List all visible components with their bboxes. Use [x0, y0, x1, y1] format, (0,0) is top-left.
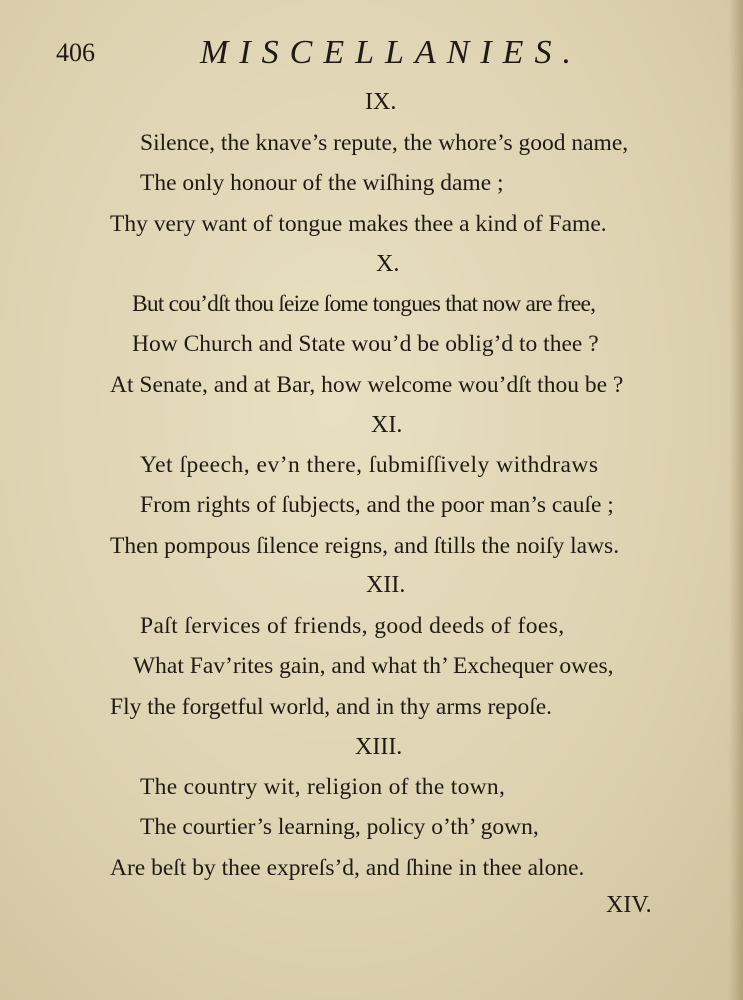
catchword: XIV. [606, 892, 652, 918]
stanza-xi-line-3: Then pompous ſilence reigns, and ſtills the noiſy laws. [110, 533, 620, 559]
page-edge-shadow [729, 0, 743, 1000]
stanza-xiii-numeral: XIII. [355, 734, 403, 760]
stanza-x-line-1: But cou’dſt thou ſeize ſome tongues that now are free, [132, 291, 596, 317]
header-title: MISCELLANIES. [200, 34, 582, 71]
stanza-ix-line-2: The only honour of the wiſhing dame ; [140, 170, 504, 196]
stanza-xii-line-2: What Fav’rites gain, and what th’ Exchequer owes, [133, 653, 614, 679]
stanza-xii-line-3: Fly the forgetful world, and in thy arms repoſe. [110, 694, 553, 720]
stanza-x-numeral: X. [376, 251, 400, 277]
stanza-xiii-line-2: The courtier’s learning, policy o’th’ gown, [140, 814, 539, 840]
stanza-ix-line-1: Silence, the knave’s repute, the whore’s good name, [140, 130, 629, 156]
running-head [0, 34, 743, 74]
stanza-x-line-2: How Church and State wou’d be oblig’d to thee ? [132, 331, 599, 357]
stanza-xi-numeral: XI. [371, 412, 403, 438]
stanza-xii-numeral: XII. [366, 572, 406, 598]
page-number: 406 [56, 38, 95, 67]
stanza-xi-line-1: Yet ſpeech, ev’n there, ſubmiſſively withdraws [140, 452, 599, 478]
stanza-xiii-line-3: Are beſt by thee expreſs’d, and ſhine in thee alone. [110, 855, 585, 881]
stanza-xii-line-1: Paſt ſervices of friends, good deeds of foes, [140, 613, 565, 639]
stanza-ix-numeral: IX. [365, 89, 397, 115]
stanza-x-line-3: At Senate, and at Bar, how welcome wou’dſt thou be ? [110, 372, 624, 398]
stanza-xiii-line-1: The country wit, religion of the town, [140, 774, 506, 800]
stanza-ix-line-3: Thy very want of tongue makes thee a kind of Fame. [110, 211, 607, 237]
stanza-xi-line-2: From rights of ſubjects, and the poor man’s cauſe ; [140, 492, 614, 518]
